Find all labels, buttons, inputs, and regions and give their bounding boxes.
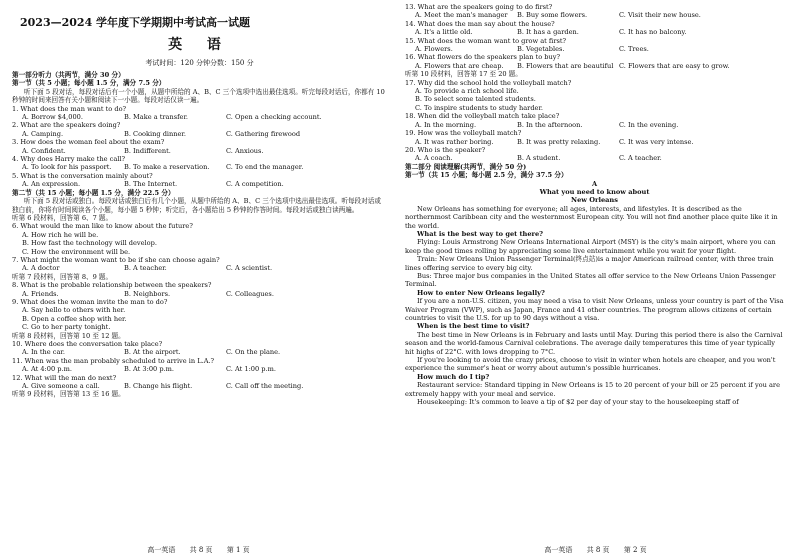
question-13 bbox=[405, 3, 784, 20]
option-a: A. How rich he will be. bbox=[22, 230, 99, 239]
question-text: 8. What is the probable relationship between the speakers? bbox=[12, 281, 212, 290]
question-text: 20. Who is the speaker? bbox=[405, 145, 486, 154]
option-c: C. On the plane. bbox=[226, 348, 281, 357]
question-text: 4. Why does Harry make the call? bbox=[12, 155, 126, 164]
option-b: B. At 3:00 p.m. bbox=[124, 365, 174, 374]
option-c: C. A teacher. bbox=[619, 154, 662, 163]
question-1 bbox=[12, 105, 387, 122]
question-text: 6. What would the man like to know about the future? bbox=[12, 222, 193, 231]
option-c: C. A scientist. bbox=[226, 264, 273, 273]
footer-total: 共 8 页 bbox=[189, 546, 213, 554]
option-b: B. Make a transfer. bbox=[124, 113, 188, 122]
section1-instructions: 听下面 5 段对话，每段对话后有一个小题，从题中所给的 A、B、C 三个选项中选出最佳选项。听完每段对话后，你都有 10 秒钟的时间来回答有关小题和阅读下一小题。每段对话仅读一遍。 bbox=[12, 87, 385, 105]
question-text: 7. What might the woman want to be if she can choose again? bbox=[12, 255, 220, 264]
question-4 bbox=[12, 155, 387, 172]
question-text: 11. When was the man probably scheduled to arrive in L.A.? bbox=[12, 356, 215, 365]
footer-page: 第 2 页 bbox=[623, 546, 647, 554]
question-14 bbox=[405, 20, 784, 37]
option-b: B. Indifferent. bbox=[124, 146, 171, 155]
passage-paragraph: If you are a non-U.S. citizen, you may need a visa to visit New Orleans, unless your country is part of the Visa Waiver Program (VWP), such as Japan, France and 41 other countries. The program allows citizens of certain countries to visit the U.S. for up to 90 days without a visa. bbox=[405, 297, 784, 323]
footer-total: 共 8 页 bbox=[586, 546, 610, 554]
option-b: B. A student. bbox=[517, 154, 561, 163]
question-7 bbox=[12, 256, 387, 273]
question-text: 2. What are the speakers doing? bbox=[12, 121, 121, 130]
option-b: B. Change his flight. bbox=[124, 382, 193, 391]
option-a: A. Camping. bbox=[22, 129, 64, 138]
option-a: A. Say hello to others with her. bbox=[22, 306, 126, 315]
question-text: 12. What will the man do next? bbox=[12, 373, 117, 382]
option-b: B. In the afternoon. bbox=[517, 120, 583, 129]
option-c: C. To inspire students to study harder. bbox=[415, 103, 543, 112]
footer-page: 第 1 页 bbox=[226, 546, 250, 554]
question-9 bbox=[12, 298, 387, 332]
passage-subheading: When is the best time to visit? bbox=[417, 322, 530, 331]
option-c: C. Go to her party tonight. bbox=[22, 323, 111, 332]
option-c: C. Open a checking account. bbox=[226, 113, 322, 122]
option-c: C. It was very intense. bbox=[619, 137, 694, 146]
option-a: A. Borrow $4,000. bbox=[22, 113, 83, 122]
option-c: C. In the evening. bbox=[619, 120, 679, 129]
question-16 bbox=[405, 53, 784, 70]
option-b: B. Open a coffee shop with her. bbox=[22, 314, 127, 323]
material-8-note: 听第 8 段材料，回答第 10 至 12 题。 bbox=[12, 331, 125, 340]
passage-paragraph: Flying: Louis Armstrong New Orleans International Airport (MSY) is the city's main airport, where you can keep the good times rolling by appreciating some live entertainment while you wait for your flight. bbox=[405, 238, 776, 255]
option-a: A. In the morning. bbox=[415, 120, 477, 129]
section2-instructions: 听下面 5 段对话或独白。每段对话或独白后有几个小题，从题中所给的 A、B、C 三个选项中选出最佳选项。听每段对话或独白前，你将有时间阅读各个小题，每小题 5 秒钟；听完后，各小题给出 5 秒钟的作答时间。每段对话或独白读两遍。 bbox=[12, 197, 381, 214]
option-a: A. Give someone a call. bbox=[22, 382, 100, 391]
option-a: A. Flowers. bbox=[415, 45, 453, 54]
option-a: A. In the car. bbox=[22, 348, 65, 357]
option-a: A. A coach. bbox=[415, 154, 453, 163]
material-6-note: 听第 6 段材料，回答第 6、7 题。 bbox=[12, 213, 113, 222]
option-c: C. To end the manager. bbox=[226, 163, 304, 172]
footer-subject: 高一英语 bbox=[544, 546, 573, 554]
option-b: B. How fast the technology will develop. bbox=[22, 239, 157, 248]
option-a: A. An expression. bbox=[22, 180, 81, 189]
passage-paragraph: Train: New Orleans Union Passenger Terminal(终点站)is a major American railroad center, with three train lines offering service to every big city. bbox=[405, 255, 774, 272]
question-text: 19. How was the volleyball match? bbox=[405, 129, 522, 138]
question-17 bbox=[405, 79, 784, 113]
option-c: C. It has no balcony. bbox=[619, 28, 687, 37]
option-b: B. To make a reservation. bbox=[124, 163, 210, 172]
question-text: 13. What are the speakers going to do first? bbox=[405, 3, 553, 11]
question-20 bbox=[405, 146, 784, 163]
question-text: 10. Where does the conversation take place? bbox=[12, 340, 163, 348]
subject-heading: 英 语 bbox=[168, 37, 231, 53]
option-a: A. At 4:00 p.m. bbox=[22, 365, 72, 374]
option-b: B. Flowers that are beautiful bbox=[517, 61, 614, 70]
option-b: B. It was pretty relaxing. bbox=[517, 137, 601, 146]
passage-title-line2: New Orleans bbox=[571, 196, 618, 205]
option-c: C. A competition. bbox=[226, 180, 284, 189]
question-19 bbox=[405, 129, 784, 146]
question-text: 18. When did the volleyball match take place? bbox=[405, 112, 560, 121]
question-text: 1. What does the man want to do? bbox=[12, 104, 127, 113]
page-footer bbox=[397, 545, 794, 555]
option-c: C. Gathering firewood bbox=[226, 129, 301, 138]
option-b: B. A teacher. bbox=[124, 264, 167, 273]
option-c: C. Flowers that are easy to grow. bbox=[619, 61, 730, 70]
part2-section1-heading: 第一节（共 15 小题；每小题 2.5 分，满分 37.5 分） bbox=[405, 171, 568, 180]
question-text: 3. How does the woman feel about the exam? bbox=[12, 138, 165, 147]
passage-subheading: What is the best way to get there? bbox=[417, 229, 544, 238]
footer-subject: 高一英语 bbox=[147, 546, 176, 554]
option-b: B. Neighbors. bbox=[124, 289, 171, 298]
exam-info: 考试时间：120 分钟分数：150 分 bbox=[145, 59, 254, 67]
question-text: 15. What does the woman want to grow at first? bbox=[405, 36, 567, 45]
option-b: B. Buy some flowers. bbox=[517, 11, 588, 20]
question-10 bbox=[12, 340, 387, 357]
question-6 bbox=[12, 222, 387, 256]
passage-subheading: How much do I tip? bbox=[417, 372, 490, 381]
question-text: 14. What does the man say about the house? bbox=[405, 19, 555, 28]
question-11 bbox=[12, 357, 387, 374]
part2-heading: 第二部分 阅读理解(共两节，满分 50 分) bbox=[405, 162, 527, 171]
question-3 bbox=[12, 138, 387, 155]
section1-heading: 第一节（共 5 小题；每小题 1.5 分，满分 7.5 分） bbox=[12, 79, 166, 88]
material-7-note: 听第 7 段材料，回答第 8、9 题。 bbox=[12, 272, 113, 281]
section2-heading: 第二节（共 15 小题；每小题 1.5 分，满分 22.5 分） bbox=[12, 188, 175, 197]
option-a: A. It was rather boring. bbox=[415, 137, 494, 146]
option-b: B. To select some talented students. bbox=[415, 95, 536, 104]
question-18 bbox=[405, 112, 784, 129]
material-9-note: 听第 9 段材料，回答第 13 至 16 题。 bbox=[12, 390, 125, 399]
option-b: B. At the airport. bbox=[124, 348, 181, 357]
option-b: B. Vegetables. bbox=[517, 45, 565, 54]
exam-title: 2023—2024 学年度下学期期中考试高一试题 bbox=[20, 16, 251, 29]
option-a: A. Confident. bbox=[22, 146, 66, 155]
passage-paragraph: Restaurant service: Standard tipping in New Orleans is 15 to 20 percent of your bill or 25 percent if you are extremely happy with your meal and service. bbox=[405, 381, 780, 398]
option-c: C. How the environment will be. bbox=[22, 247, 131, 256]
question-text: 5. What is the conversation mainly about? bbox=[12, 171, 153, 180]
option-c: C. Anxious. bbox=[226, 146, 264, 155]
option-c: C. Visit their new house. bbox=[619, 11, 701, 20]
question-text: 17. Why did the school hold the volleyball match? bbox=[405, 78, 572, 87]
material-10-note: 听第 10 段材料，回答第 17 至 20 题。 bbox=[405, 70, 522, 79]
question-text: 9. What does the woman invite the man to do? bbox=[12, 297, 168, 306]
passage-paragraph: Bus: Three major bus companies in the United States all offer service to the New Orleans Union Passenger Terminal. bbox=[405, 272, 776, 289]
option-c: C. Colleagues. bbox=[226, 289, 274, 298]
option-c: C. At 1:00 p.m. bbox=[226, 365, 276, 374]
question-2 bbox=[12, 121, 387, 138]
option-a: A. It's a little old. bbox=[415, 28, 473, 37]
option-a: A. Flowers that are cheap. bbox=[415, 61, 504, 70]
option-b: B. The Internet. bbox=[124, 180, 178, 189]
passage-paragraph: The best time in New Orleans is in February and lasts until May. During this period there is also the Carnival season and the world-famous Carnival celebrations. The average daily temperatures this time of year typically hit highs of 22°C. with lows dropping to 7°C. bbox=[405, 330, 783, 356]
question-5 bbox=[12, 172, 387, 189]
question-8 bbox=[12, 281, 387, 298]
question-12 bbox=[12, 374, 387, 391]
option-b: B. Cooking dinner. bbox=[124, 129, 186, 138]
option-c: C. Trees. bbox=[619, 45, 649, 54]
page-right bbox=[397, 0, 794, 557]
part1-heading: 第一部分听力（共两节，满分 30 分） bbox=[12, 71, 125, 79]
page-footer bbox=[0, 545, 397, 555]
passage-title-line1: What you need to know about bbox=[539, 187, 650, 196]
passage-paragraph: If you're looking to avoid the crazy prices, choose to visit in winter when hotels are cheaper, and you won't experience the summer's heat or worry about autumn's possible hurricanes. bbox=[405, 356, 776, 373]
option-b: B. It has a garden. bbox=[517, 28, 579, 37]
option-a: A. To look for his passport. bbox=[22, 163, 112, 172]
option-c: C. Call off the meeting. bbox=[226, 382, 304, 391]
passage-subheading: How to enter New Orleans legally? bbox=[417, 288, 545, 297]
option-a: A. Friends. bbox=[22, 289, 59, 298]
passage-paragraph: Housekeeping: It's common to leave a tip of $2 per day of your stay to the housekeeping staff of bbox=[417, 398, 739, 407]
option-a: A. A doctor bbox=[22, 264, 60, 273]
passage-paragraph: New Orleans has something for everyone; all ages, interests, and lifestyles. It is described as the northernmost Caribbean city and the westernmost European city. You will not find another place quite like it in the world. bbox=[405, 204, 778, 230]
question-15 bbox=[405, 37, 784, 54]
question-text: 16. What flowers do the speakers plan to buy? bbox=[405, 53, 561, 62]
option-a: A. To provide a rich school life. bbox=[415, 87, 519, 96]
option-a: A. Meet the man's manager bbox=[415, 11, 508, 20]
passage-letter: A bbox=[591, 179, 598, 188]
